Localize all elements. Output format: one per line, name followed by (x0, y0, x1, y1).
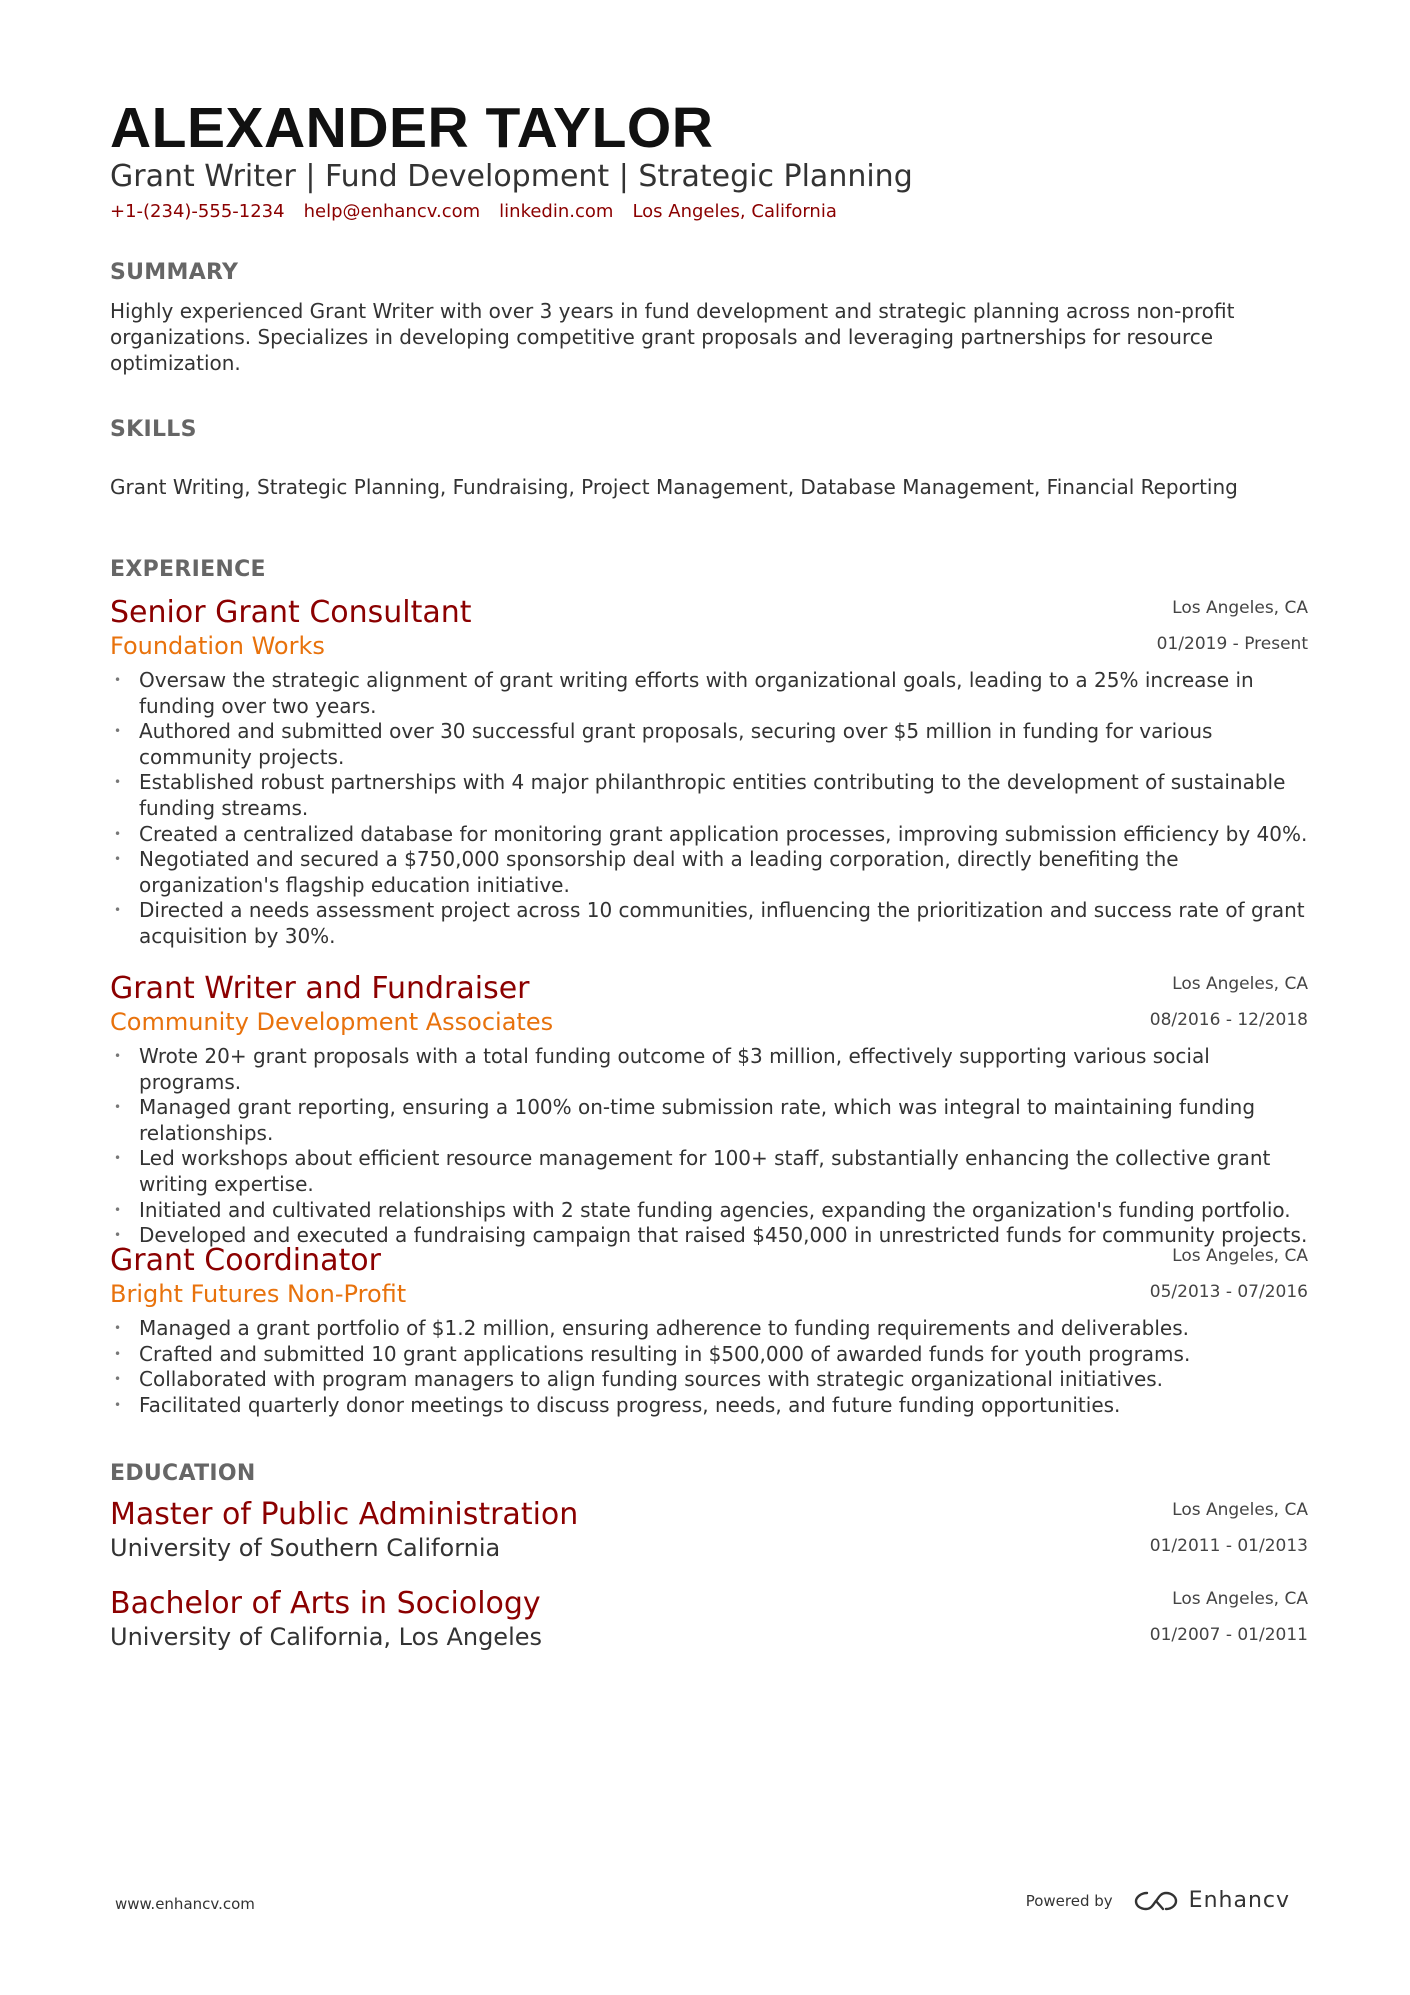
list-item: • Oversaw the strategic alignment of grant writing efforts with organizational goals, leading to a 25% increase in funding over two years. (110, 668, 1308, 719)
footer-branding (1026, 1888, 1290, 1913)
summary-text: Highly experienced Grant Writer with over 3 years in fund development and strategic planning across non-profit organizations. Specializes in developing competitive grant proposals and leveraging partnerships for resource optimization. (110, 299, 1235, 375)
job-dates: 08/2016 - 12/2018 (1149, 1010, 1308, 1030)
list-item: • Created a centralized database for monitoring grant application processes, improving submission efficiency by 40%. (110, 822, 1308, 848)
list-item: • Led workshops about efficient resource management for 100+ staff, substantially enhancing the collective grant writing expertise. (110, 1146, 1308, 1197)
skills-text: Grant Writing, Strategic Planning, Fundraising, Project Management, Database Management, Financial Reporting (110, 475, 1238, 499)
list-item: • Crafted and submitted 10 grant applications resulting in $500,000 of awarded funds for youth programs. (110, 1342, 1308, 1368)
list-item: • Directed a needs assessment project across 10 communities, influencing the prioritization and success rate of grant acquisition by 30%. (110, 898, 1308, 949)
list-item: • Established robust partnerships with 4 major philanthropic entities contributing to the development of sustainable funding streams. (110, 770, 1308, 821)
powered-by-label: Powered by (1025, 1891, 1113, 1910)
job-location: Los Angeles, CA (1172, 1246, 1308, 1266)
location: Los Angeles, California (632, 201, 837, 222)
list-item: • Collaborated with program managers to align funding sources with strategic organizational initiatives. (110, 1367, 1308, 1393)
list-item: • Negotiated and secured a $750,000 sponsorship deal with a leading corporation, directly benefiting the organization's flagship education initiative. (110, 847, 1308, 898)
enhancv-logo-icon (1133, 1889, 1179, 1913)
education-dates: 01/2011 - 01/2013 (1149, 1536, 1308, 1556)
education-dates: 01/2007 - 01/2011 (1149, 1625, 1308, 1645)
education-title: EDUCATION (110, 1461, 256, 1486)
list-item: • Facilitated quarterly donor meetings to discuss progress, needs, and future funding opportunities. (110, 1393, 1308, 1419)
list-item: • Developed and executed a fundraising campaign that raised $450,000 in unrestricted funds for community projects. (110, 1223, 1308, 1249)
experience-title: EXPERIENCE (110, 557, 266, 582)
phone[interactable]: +1-(234)-555-1234 (110, 201, 285, 222)
job-role: Grant Coordinator (110, 1243, 381, 1278)
school: University of Southern California (110, 1534, 501, 1562)
list-item: • Managed a grant portfolio of $1.2 million, ensuring adherence to funding requirements and deliverables. (110, 1316, 1308, 1342)
school: University of California, Los Angeles (110, 1623, 543, 1651)
headline: Grant Writer | Fund Development | Strategic Planning (110, 159, 913, 194)
job-dates: 01/2019 - Present (1156, 634, 1308, 654)
job-dates: 05/2013 - 07/2016 (1149, 1282, 1308, 1302)
job-bullets (110, 1044, 1308, 1249)
job-role: Senior Grant Consultant (110, 595, 472, 630)
job-role: Grant Writer and Fundraiser (110, 971, 530, 1006)
job-company: Foundation Works (110, 632, 325, 660)
candidate-name: ALEXANDER TAYLOR (110, 96, 714, 160)
job-location: Los Angeles, CA (1172, 974, 1308, 994)
education-location: Los Angeles, CA (1172, 1589, 1308, 1609)
enhancv-logo[interactable] (1133, 1888, 1290, 1913)
job-bullets (110, 668, 1308, 950)
job-location: Los Angeles, CA (1172, 598, 1308, 618)
contact-bar (110, 203, 837, 221)
education-location: Los Angeles, CA (1172, 1500, 1308, 1520)
list-item: • Initiated and cultivated relationships with 2 state funding agencies, expanding the organization's funding portfolio. (110, 1198, 1308, 1224)
list-item: • Authored and submitted over 30 successful grant proposals, securing over $5 million in funding for various community projects. (110, 719, 1308, 770)
job-company: Bright Futures Non-Profit (110, 1280, 407, 1308)
list-item: • Managed grant reporting, ensuring a 100% on-time submission rate, which was integral to maintaining funding relationships. (110, 1095, 1308, 1146)
degree: Bachelor of Arts in Sociology (110, 1586, 541, 1621)
footer-website[interactable]: www.enhancv.com (115, 1895, 255, 1913)
skills-title: SKILLS (110, 417, 197, 442)
job-bullets (110, 1316, 1308, 1418)
summary-title: SUMMARY (110, 260, 239, 285)
email-link[interactable]: help@enhancv.com (303, 201, 481, 222)
job-company: Community Development Associates (110, 1008, 554, 1036)
brand-name: Enhancv (1188, 1888, 1290, 1913)
linkedin-link[interactable]: linkedin.com (499, 201, 614, 222)
list-item: • Wrote 20+ grant proposals with a total funding outcome of $3 million, effectively supporting various social programs. (110, 1044, 1308, 1095)
degree: Master of Public Administration (110, 1497, 579, 1532)
